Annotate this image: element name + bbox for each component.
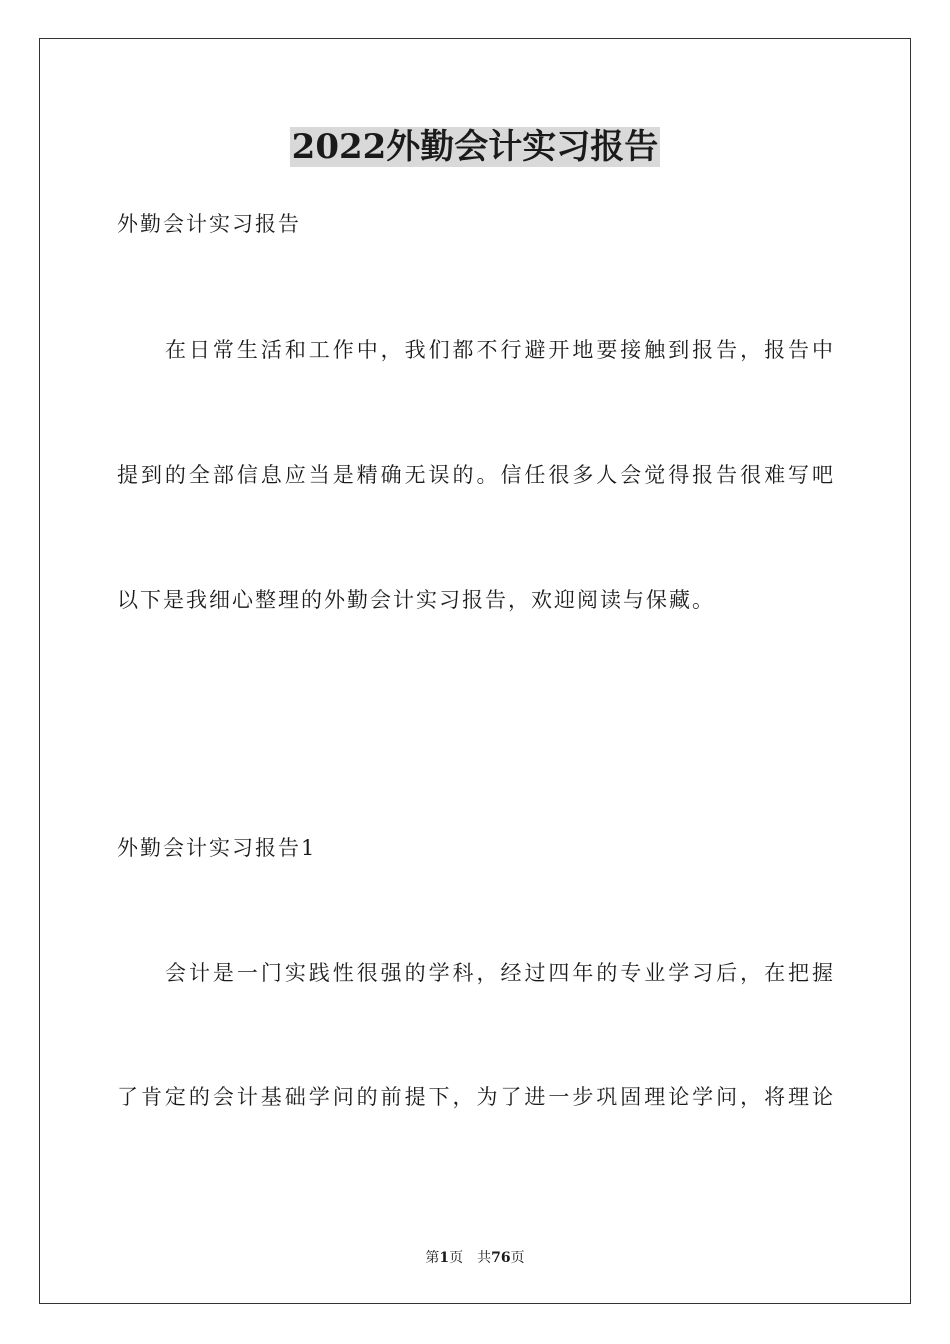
document-title-text: 2022外勤会计实习报告 bbox=[291, 127, 659, 167]
footer-total-prefix: 共 bbox=[477, 1250, 492, 1266]
paragraph-line: 以下是我细心整理的外勤会计实习报告，欢迎阅读与保藏。 bbox=[117, 588, 715, 612]
paragraph-line: 会计是一门实践性很强的学科，经过四年的专业学习后，在把握 bbox=[165, 961, 833, 985]
footer-total-suffix: 页 bbox=[510, 1250, 525, 1266]
paragraph-line: 了肯定的会计基础学问的前提下，为了进一步巩固理论学问，将理论 bbox=[117, 1085, 833, 1109]
footer-total-pages: 76 bbox=[491, 1250, 511, 1266]
document-title bbox=[0, 124, 950, 170]
paragraph-line: 提到的全部信息应当是精确无误的。信任很多人会觉得报告很难写吧 bbox=[117, 463, 833, 487]
paragraph-line: 在日常生活和工作中，我们都不行避开地要接触到报告，报告中 bbox=[165, 338, 833, 362]
section-heading: 外勤会计实习报告1 bbox=[117, 836, 317, 860]
footer-page-prefix: 第 bbox=[425, 1250, 440, 1266]
footer-page-suffix: 页 bbox=[449, 1250, 464, 1266]
subtitle-line: 外勤会计实习报告 bbox=[117, 212, 301, 236]
footer-page-number: 1 bbox=[439, 1250, 450, 1266]
page-footer bbox=[0, 1248, 950, 1268]
